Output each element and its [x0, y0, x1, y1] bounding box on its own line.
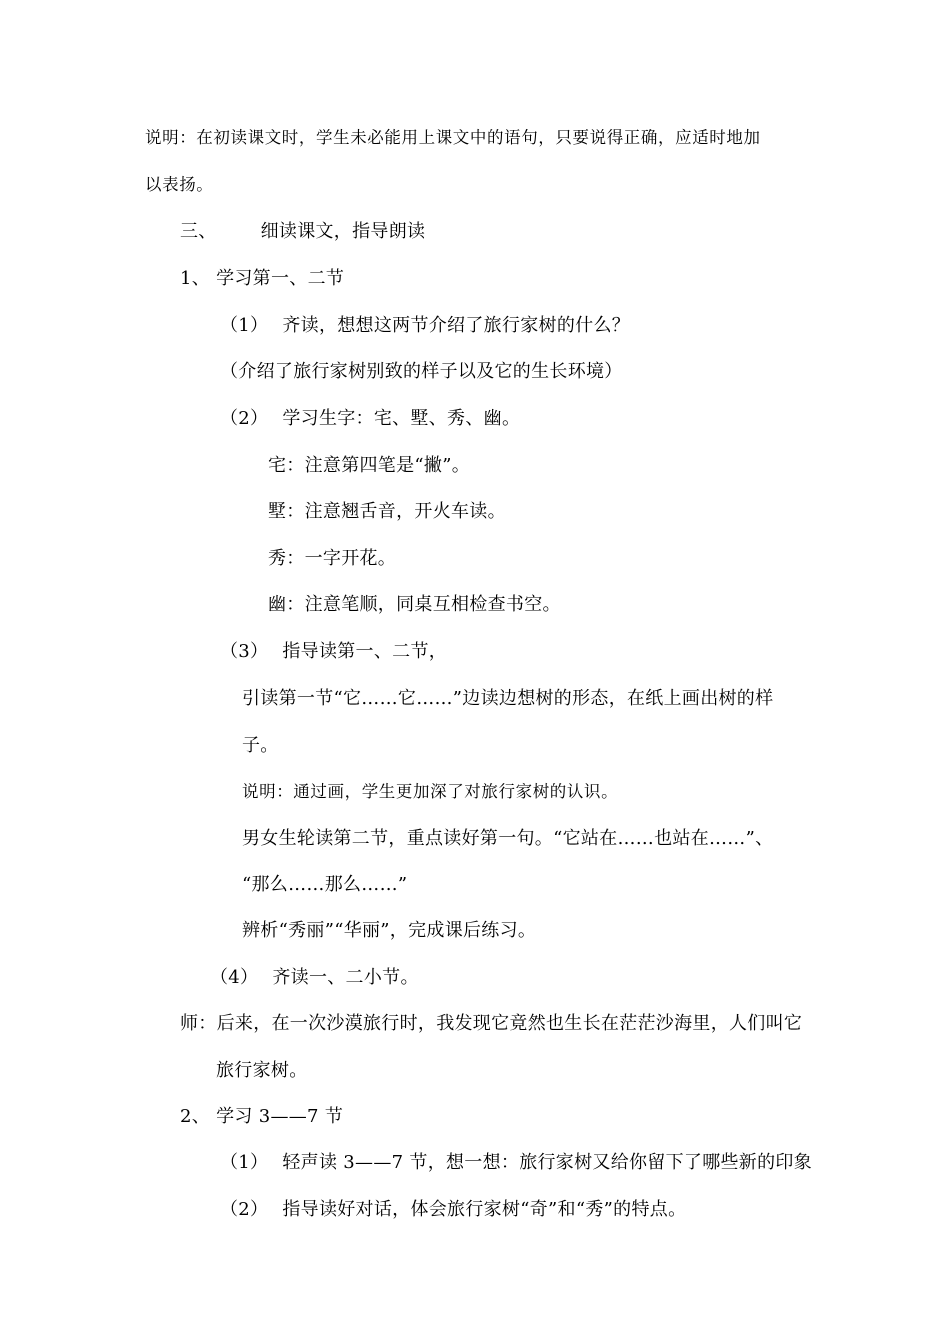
- list-text: 齐读一、二小节。: [272, 967, 419, 988]
- text-line-guided-reading-2: 子。: [242, 735, 279, 756]
- list-number: （1）: [220, 1152, 269, 1173]
- teacher-line-1: 师：后来，在一次沙漠旅行时，我发现它竟然也生长在茫茫沙海里，人们叫它: [180, 1013, 803, 1034]
- list-number: （3）: [220, 641, 269, 662]
- subsection-heading-2: 2、 学习 3——7 节: [180, 1106, 344, 1127]
- list-item-1-1: [220, 315, 630, 337]
- answer-line: （介绍了旅行家树别致的样子以及它的生长环境）: [220, 361, 623, 382]
- text-line-note-2: 以表扬。: [145, 175, 214, 194]
- text-line-note-3: 说明：通过画，学生更加深了对旅行家树的认识。: [242, 782, 619, 801]
- list-item-1-4: [210, 967, 419, 989]
- text-line-word-analysis: 辨析“秀丽”“华丽”，完成课后练习。: [242, 920, 537, 941]
- character-note-shu: 墅：注意翘舌音，开火车读。: [268, 501, 506, 522]
- list-text: 指导读好对话，体会旅行家树“奇”和“秀”的特点。: [282, 1199, 687, 1220]
- text-line-alternate-reading-1: 男女生轮读第二节，重点读好第一句。“它站在……也站在……”、: [242, 828, 774, 849]
- section-title: 细读课文，指导朗读: [260, 221, 426, 242]
- list-item-2-2: [220, 1199, 686, 1221]
- section-heading-3: [180, 221, 425, 243]
- section-number: 三、: [180, 221, 217, 242]
- text-line-alternate-reading-2: “那么……那么……”: [242, 874, 408, 895]
- list-text: 齐读，想想这两节介绍了旅行家树的什么？: [282, 315, 631, 336]
- character-note-xiu: 秀：一字开花。: [268, 548, 397, 569]
- list-number: （4）: [210, 967, 259, 988]
- list-item-1-3: [220, 641, 447, 663]
- list-item-1-2: [220, 408, 520, 430]
- teacher-line-2: 旅行家树。: [216, 1060, 308, 1081]
- text-line-guided-reading-1: 引读第一节“它……它……”边读边想树的形态，在纸上画出树的样: [242, 688, 774, 709]
- list-item-2-1: [220, 1152, 812, 1174]
- list-number: （1）: [220, 315, 269, 336]
- character-note-zhai: 宅：注意第四笔是“撇”。: [268, 455, 471, 476]
- list-text: 学习生字：宅、墅、秀、幽。: [282, 408, 521, 429]
- list-text: 轻声读 3——7 节，想一想：旅行家树又给你留下了哪些新的印象: [282, 1152, 813, 1173]
- list-text: 指导读第一、二节，: [282, 641, 448, 662]
- character-note-you: 幽：注意笔顺，同桌互相检查书空。: [268, 594, 561, 615]
- subsection-heading-1: 1、 学习第一、二节: [180, 268, 345, 289]
- text-line-note-1: 说明：在初读课文时，学生未必能用上课文中的语句，只要说得正确，应适时地加: [145, 128, 761, 147]
- list-number: （2）: [220, 1199, 269, 1220]
- list-number: （2）: [220, 408, 269, 429]
